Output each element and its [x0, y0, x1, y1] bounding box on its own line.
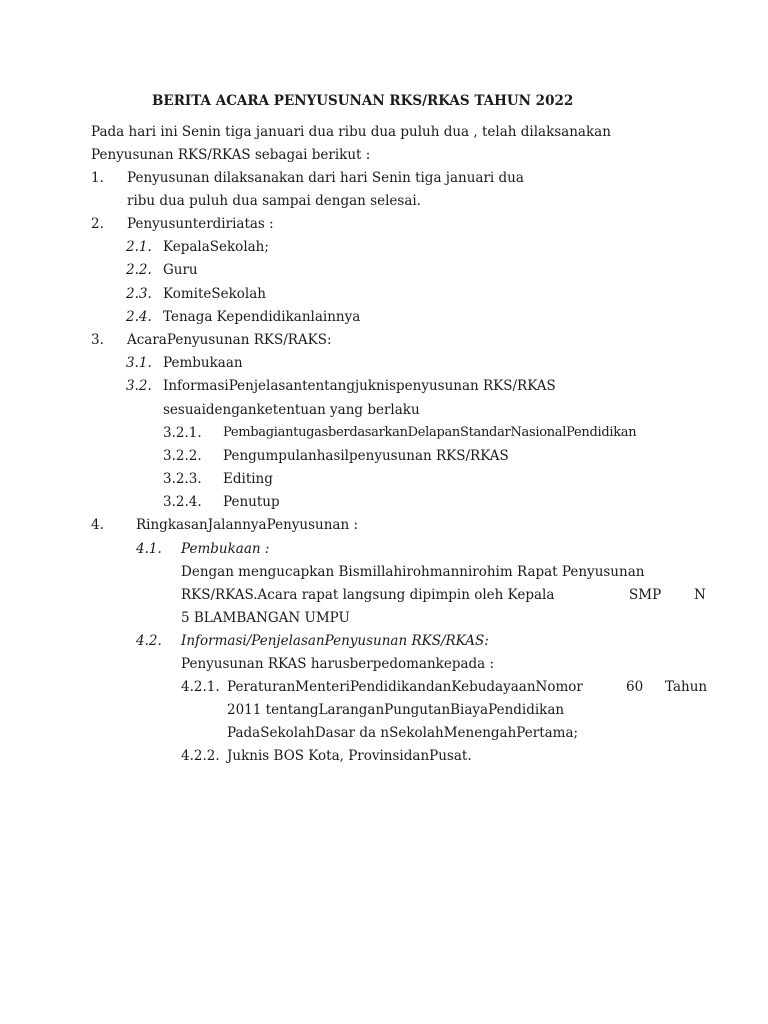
item-3-2-4-text: Penutup: [223, 494, 280, 510]
item-4-2-number: 4.2.: [136, 633, 162, 649]
item-2-1-number: 2.1.: [126, 239, 152, 255]
section-4-number: 4.: [91, 517, 104, 533]
section-4-text: RingkasanJalannyaPenyusunan :: [136, 517, 358, 533]
item-3-2-2-number: 3.2.2.: [163, 448, 202, 464]
item-3-2-number: 3.2.: [126, 378, 152, 394]
document-title: BERITA ACARA PENYUSUNAN RKS/RKAS TAHUN 2022: [152, 93, 574, 109]
section-1-number: 1.: [91, 170, 104, 186]
item-4-1-line-2-n: N: [694, 587, 706, 603]
section-2-number: 2.: [91, 216, 104, 232]
section-1-line-2: ribu dua puluh dua sampai dengan selesai.: [127, 193, 421, 209]
item-4-2-1-line-1-number: 60: [626, 679, 644, 695]
item-4-2-heading: Informasi/PenjelasanPenyusunan RKS/RKAS:: [181, 633, 489, 649]
item-3-2-line-2: sesuaidenganketentuan yang berlaku: [163, 402, 420, 418]
item-3-2-line-1: InformasiPenjelasantentangjuknispenyusunan RKS/RKAS: [163, 378, 556, 394]
item-3-2-1-text: PembagiantugasberdasarkanDelapanStandarNasionalPendidikan: [223, 425, 637, 440]
item-4-1-line-1: Dengan mengucapkan Bismillahirohmannirohim Rapat Penyusunan: [181, 564, 645, 580]
item-4-2-1-number: 4.2.1.: [181, 679, 220, 695]
item-2-2-text: Guru: [163, 262, 198, 278]
item-4-2-line-1: Penyusunan RKAS harusberpedomankepada :: [181, 656, 495, 672]
item-4-1-number: 4.1.: [136, 541, 162, 557]
item-4-2-1-line-2: 2011 tentangLaranganPungutanBiayaPendidikan: [227, 702, 565, 718]
item-4-2-1-line-3: PadaSekolahDasar da nSekolahMenengahPertama;: [227, 725, 579, 741]
item-3-2-3-text: Editing: [223, 471, 273, 487]
item-4-1-line-3: 5 BLAMBANGAN UMPU: [181, 610, 350, 626]
item-3-2-2-text: Pengumpulanhasilpenyusunan RKS/RKAS: [223, 448, 509, 464]
item-2-1-text: KepalaSekolah;: [163, 239, 269, 255]
item-2-4-text: Tenaga Kependidikanlainnya: [163, 309, 361, 325]
item-3-2-3-number: 3.2.3.: [163, 471, 202, 487]
item-4-2-2-text: Juknis BOS Kota, ProvinsidanPusat.: [227, 748, 472, 764]
item-3-1-text: Pembukaan: [163, 355, 243, 371]
section-2-text: Penyusunterdiriatas :: [127, 216, 274, 232]
item-2-2-number: 2.2.: [126, 262, 152, 278]
item-4-2-2-number: 4.2.2.: [181, 748, 220, 764]
item-4-2-1-line-1: PeraturanMenteriPendidikandanKebudayaanNomor: [227, 679, 583, 695]
intro-line-2: Penyusunan RKS/RKAS sebagai berikut :: [91, 147, 371, 163]
item-4-1-heading: Pembukaan :: [181, 541, 270, 557]
item-3-2-4-number: 3.2.4.: [163, 494, 202, 510]
item-4-1-line-2: RKS/RKAS.Acara rapat langsung dipimpin oleh Kepala: [181, 587, 555, 603]
item-2-3-text: KomiteSekolah: [163, 286, 266, 302]
item-2-3-number: 2.3.: [126, 286, 152, 302]
item-3-1-number: 3.1.: [126, 355, 152, 371]
item-3-2-1-number: 3.2.1.: [163, 425, 202, 441]
section-3-number: 3.: [91, 332, 104, 348]
item-4-2-1-line-1-year-label: Tahun: [665, 679, 708, 695]
section-1-line-1: Penyusunan dilaksanakan dari hari Senin tiga januari dua: [127, 170, 524, 186]
section-3-text: AcaraPenyusunan RKS/RAKS:: [127, 332, 332, 348]
item-4-1-line-2-school: SMP: [629, 587, 662, 603]
intro-line-1: Pada hari ini Senin tiga januari dua ribu dua puluh dua , telah dilaksanakan: [91, 124, 611, 140]
item-2-4-number: 2.4.: [126, 309, 152, 325]
